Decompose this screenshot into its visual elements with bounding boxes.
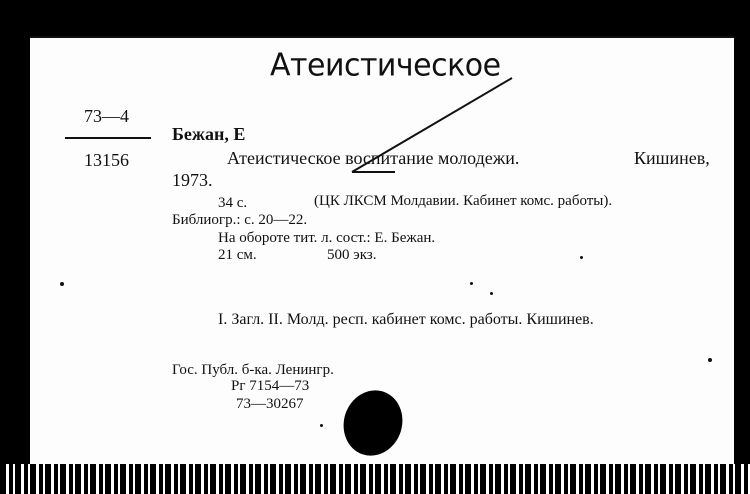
call-number-top: 73—4: [84, 106, 129, 126]
registration-number: Рг 7154—73: [231, 378, 310, 394]
pages: 34 с.: [218, 195, 248, 211]
speck: [708, 358, 712, 362]
verso-note: На обороте тит. л. сост.: Е. Бежан.: [218, 230, 436, 246]
tracings: I. Загл. II. Молд. респ. кабинет комс. работы. Кишинев.: [218, 311, 594, 328]
call-number-divider: [65, 137, 151, 139]
handwritten-subject: Атеистическое: [270, 47, 501, 84]
speck: [580, 256, 583, 259]
speck: [320, 424, 323, 427]
speck: [60, 282, 64, 286]
speck: [470, 282, 473, 285]
library-name: Гос. Публ. б-ка. Ленингр.: [172, 362, 334, 378]
speck: [490, 292, 493, 295]
copies: 500 экз.: [327, 247, 377, 263]
card-number: 73—30267: [236, 396, 304, 412]
year: 1973.: [172, 170, 213, 190]
place: Кишинев,: [634, 148, 710, 168]
call-number-bottom: 13156: [84, 150, 129, 170]
size: 21 см.: [218, 247, 257, 263]
title: Атеистическое воспитание молодежи.: [227, 148, 520, 168]
bibliography-note: Библиогр.: с. 20—22.: [172, 212, 308, 228]
author: Бежан, Е: [172, 124, 246, 144]
series: (ЦК ЛКСМ Молдавии. Кабинет комс. работы).: [314, 193, 613, 209]
